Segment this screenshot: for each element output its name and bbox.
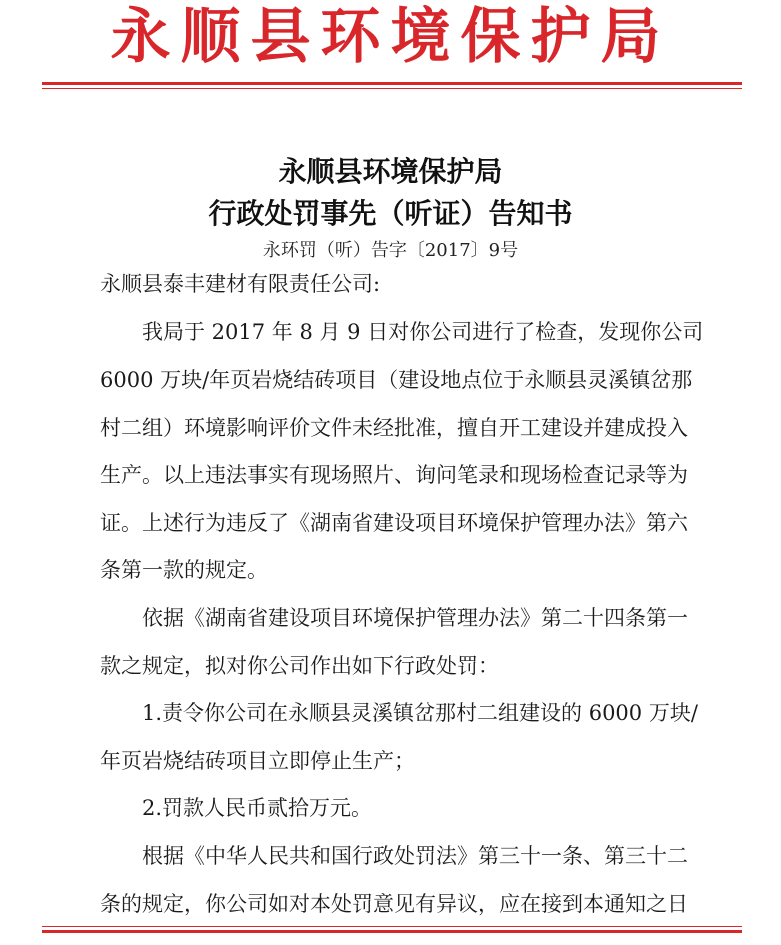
letterhead-rule-thin	[42, 88, 742, 89]
document-title-line2: 行政处罚事先（听证）告知书	[208, 197, 573, 230]
body-line: 村二组）环境影响评价文件未经批准，擅自开工建设并建成投入	[100, 416, 688, 440]
recipient-line: 永顺县泰丰建材有限责任公司:	[100, 272, 381, 296]
document-number: 永环罚（听）告字〔2017〕9号	[262, 240, 519, 261]
letterhead-rule-thick	[42, 82, 742, 85]
body-line: 款之规定，拟对你公司作出如下行政处罚：	[100, 654, 499, 678]
footer-rule-thick	[42, 930, 742, 933]
body-line: 条第一款的规定。	[100, 558, 268, 582]
body-line: 年页岩烧结砖项目立即停止生产；	[100, 749, 415, 773]
letterhead-org-name: 永顺县环境保护局	[110, 2, 671, 72]
body-line: 根据《中华人民共和国行政处罚法》第三十一条、第三十二	[142, 844, 688, 868]
body-line: 条的规定，你公司如对本处罚意见有异议，应在接到本通知之日	[100, 892, 688, 916]
document-title-line1: 永顺县环境保护局	[278, 155, 503, 188]
body-line: 我局于 2017 年 8 月 9 日对你公司进行了检查，发现你公司	[142, 320, 704, 344]
body-line: 2.罚款人民币贰拾万元。	[142, 796, 373, 820]
footer-rule-thin	[42, 926, 742, 927]
body-line: 依据《湖南省建设项目环境保护管理办法》第二十四条第一	[142, 606, 688, 630]
body-line: 证。上述行为违反了《湖南省建设项目环境保护管理办法》第六	[100, 511, 688, 535]
body-line: 6000 万块/年页岩烧结砖项目（建设地点位于永顺县灵溪镇岔那	[100, 368, 693, 392]
body-line: 生产。以上违法事实有现场照片、询问笔录和现场检查记录等为	[100, 463, 688, 487]
body-line: 1.责令你公司在永顺县灵溪镇岔那村二组建设的 6000 万块/	[142, 701, 698, 725]
